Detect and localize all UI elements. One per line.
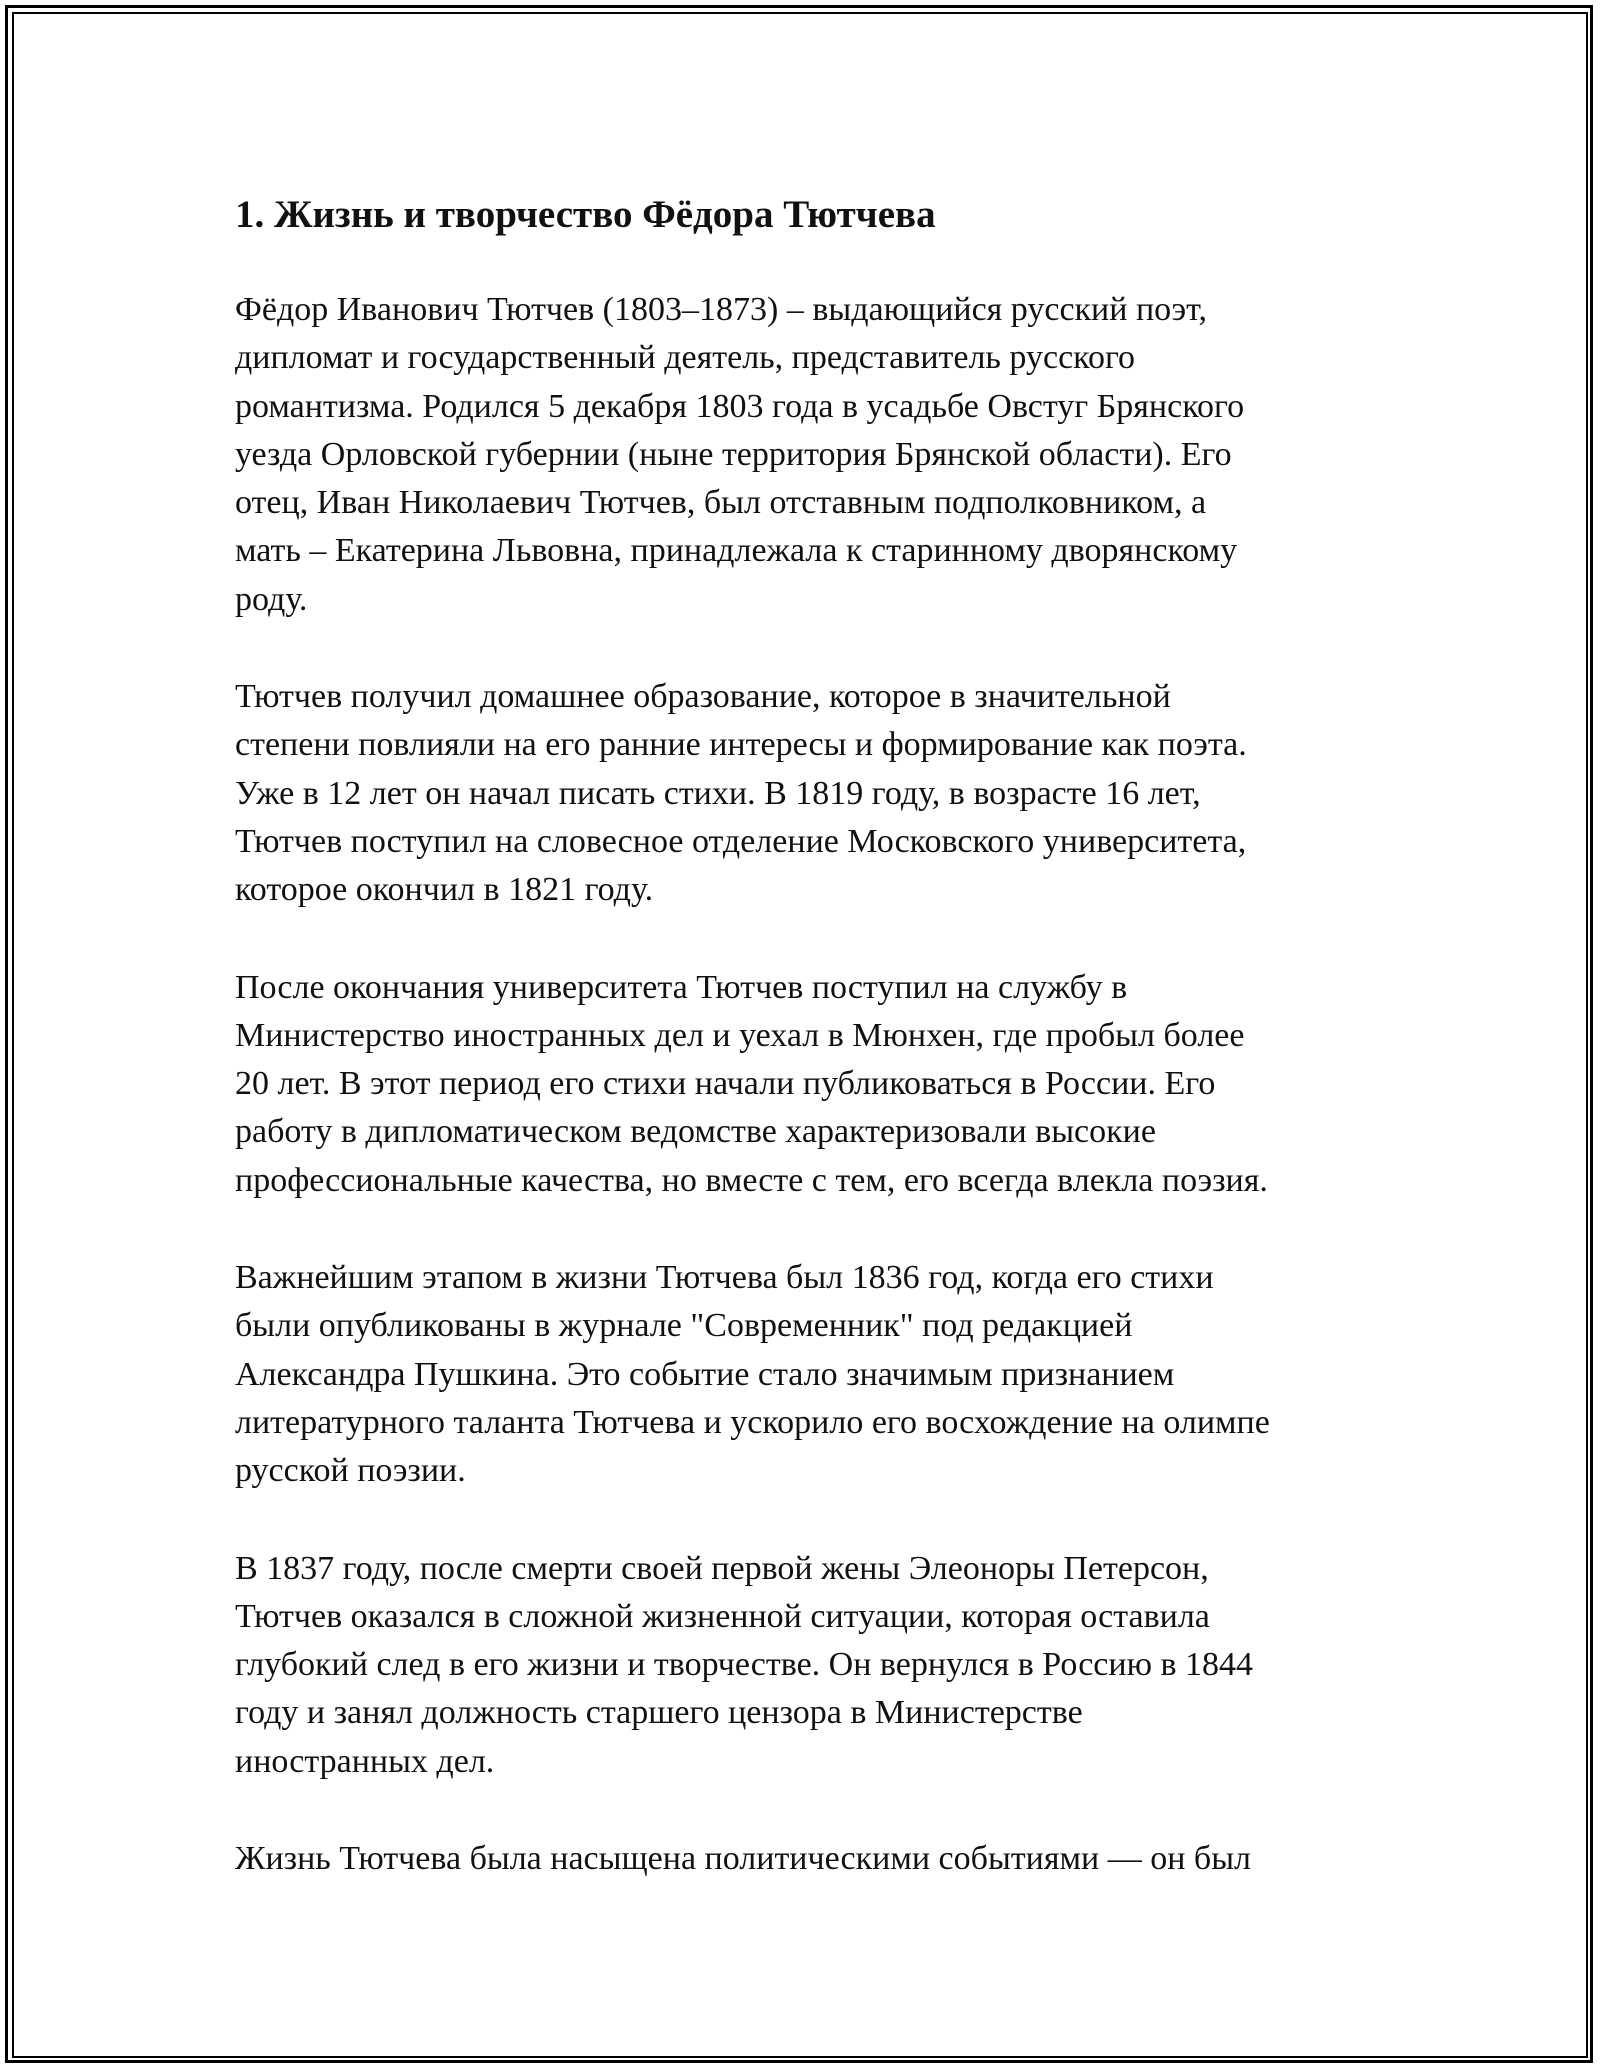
paragraph-2: Тютчев получил домашнее образование, которое в значительной степени повлияли на его ранние интересы и формирование как поэта. Уже в 12 лет он начал писать стихи. В 1819 году, в возрасте 16 лет, Тютчев поступил на словесное отделение Московского университета, которое окончил в 1821 году. [235,678,1247,909]
paragraph-4: Важнейшим этапом в жизни Тютчева был 1836 год, когда его стихи были опубликованы в журнале "Современник" под редакцией Александра Пушкина. Это событие стало значимым признанием литературного таланта Тютчева и ускорило его восхождение на олимпе русской поэзии. [235,1259,1270,1490]
paragraph-5: В 1837 году, после смерти своей первой жены Элеоноры Петерсон, Тютчев оказался в сложной жизненной ситуации, которая оставила глубокий след в его жизни и творчестве. Он вернулся в Россию в 1844 году и занял должность старшего цензора в Министерстве иностранных дел. [235,1549,1254,1780]
paragraph-6: Жизнь Тютчева была насыщена политическими событиями — он был [235,1840,1251,1878]
paragraph-3: После окончания университета Тютчев поступил на службу в Министерство иностранных дел и уехал в Мюнхен, где пробыл более 20 лет. В этот период его стихи начали публиковаться в России. Его работу в дипломатическом ведомстве характеризовали высокие профессиональные качества, но вместе с тем, его всегда влекла поэзия. [235,968,1268,1199]
paragraph-1: Фёдор Иванович Тютчев (1803–1873) – выдающийся русский поэт, дипломат и государственный деятель, представитель русского романтизма. Родился 5 декабря 1803 года в усадьбе Овстуг Брянского уезда Орловской губернии (ныне территория Брянской области). Его отец, Иван Николаевич Тютчев, был отставным подполковником, а мать – Екатерина Львовна, принадлежала к старинному дворянскому роду. [235,291,1245,618]
document-body [235,180,1385,1932]
section-heading: 1. Жизнь и творчество Фёдора Тютчева [235,193,936,236]
